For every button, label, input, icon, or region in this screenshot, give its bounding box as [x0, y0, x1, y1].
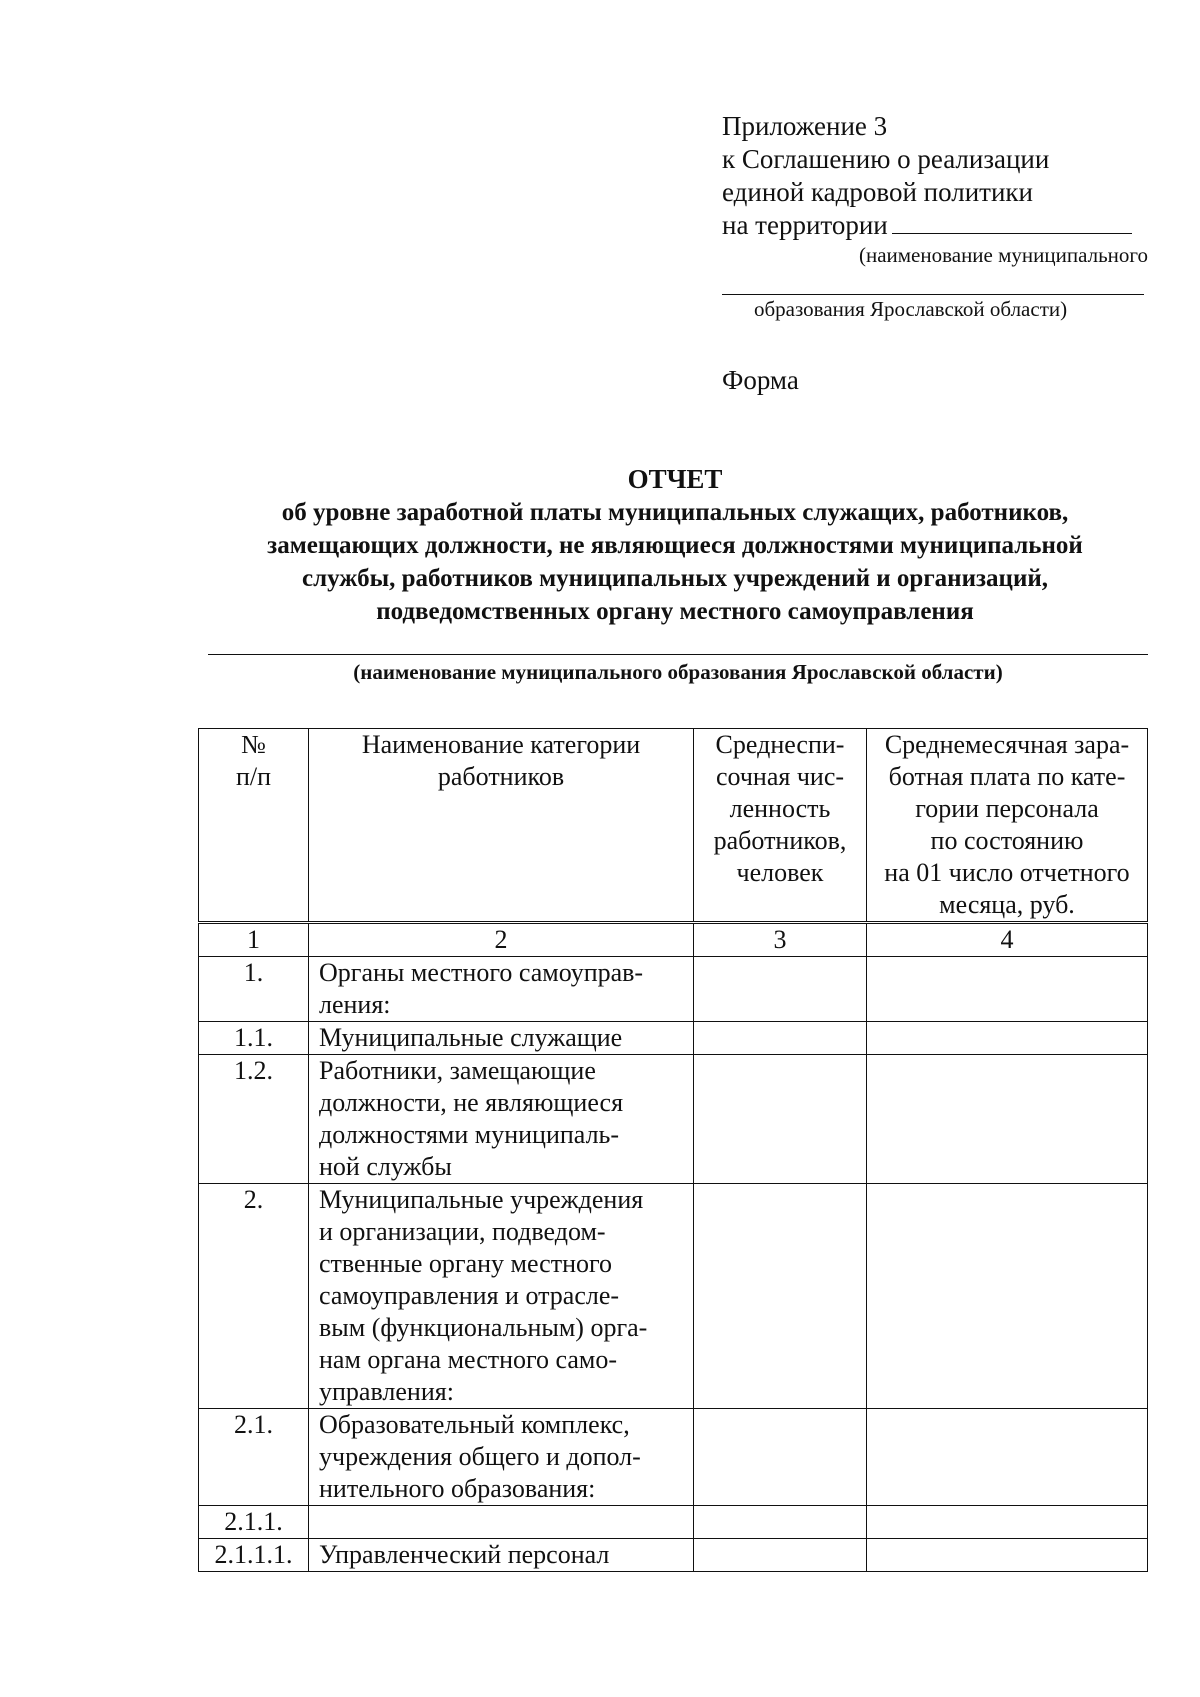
municipality-name-field[interactable]: [208, 654, 1148, 655]
table-row: [199, 1506, 1148, 1539]
header-number: № п/п: [199, 729, 309, 923]
salary-cell[interactable]: [867, 1184, 1148, 1409]
row-category-name: Управленческий персонал: [309, 1539, 694, 1572]
appendix-line-4: [722, 209, 1172, 242]
header-average-salary: Среднемесячная зара- ботная плата по кате- гории персонала по состоянию на 01 число отчетного месяца, руб.: [867, 729, 1148, 923]
salary-cell[interactable]: [867, 1022, 1148, 1055]
headcount-cell[interactable]: [694, 1022, 867, 1055]
column-number-row: [199, 923, 1148, 957]
row-category-name: Муниципальные учреждения и организации, подведом- ственные органу местного самоуправления и отрасле- вым (функциональным) орга- нам органа местного само- управления:: [309, 1184, 694, 1409]
row-category-name: Органы местного самоуправ- ления:: [309, 957, 694, 1022]
row-number: 1.1.: [199, 1022, 309, 1055]
table-row: [199, 1539, 1148, 1572]
headcount-cell[interactable]: [694, 1184, 867, 1409]
row-category-name: Работники, замещающие должности, не являющиеся должностями муниципаль- ной службы: [309, 1055, 694, 1184]
table-header-row: [199, 729, 1148, 923]
territory-blank-field[interactable]: [892, 211, 1132, 234]
salary-cell[interactable]: [867, 957, 1148, 1022]
table-row: [199, 957, 1148, 1022]
column-number: 2: [309, 923, 694, 957]
row-number: 2.1.1.1.: [199, 1539, 309, 1572]
appendix-line-3: единой кадровой политики: [722, 177, 1033, 207]
appendix-territory-label: на территории: [722, 210, 888, 240]
row-category-name[interactable]: [309, 1506, 694, 1539]
salary-cell[interactable]: [867, 1055, 1148, 1184]
report-subtitle-1: об уровне заработной платы муниципальных служащих, работников,: [281, 499, 1069, 526]
row-number: 2.1.: [199, 1409, 309, 1506]
column-number: 1: [199, 923, 309, 957]
row-category-name: Образовательный комплекс, учреждения общего и допол- нительного образования:: [309, 1409, 694, 1506]
row-category-name: Муниципальные служащие: [309, 1022, 694, 1055]
report-subtitle-2: замещающих должности, не являющиеся должностями муниципальной: [267, 532, 1083, 559]
headcount-cell[interactable]: [694, 957, 867, 1022]
report-title: ОТЧЕТ: [627, 464, 723, 494]
table-row: [199, 1409, 1148, 1506]
appendix-block: [722, 110, 1172, 323]
report-subtitle-3: службы, работников муниципальных учреждений и организаций,: [302, 565, 1048, 592]
column-number: 4: [867, 923, 1148, 957]
table-row: [199, 1184, 1148, 1409]
headcount-cell[interactable]: [694, 1409, 867, 1506]
report-table: [198, 728, 1148, 1572]
report-subtitle-4: подведомственных органу местного самоуправления: [376, 598, 974, 625]
column-number: 3: [694, 923, 867, 957]
header-average-headcount: Среднеспи- сочная чис- ленность работников, человек: [694, 729, 867, 923]
table-row: [199, 1022, 1148, 1055]
appendix-line-2: к Соглашению о реализации: [722, 144, 1050, 174]
form-label: Форма: [722, 365, 799, 395]
salary-cell[interactable]: [867, 1409, 1148, 1506]
row-number: 1.: [199, 957, 309, 1022]
report-title-block: [190, 462, 1160, 628]
headcount-cell[interactable]: [694, 1055, 867, 1184]
row-number: 2.: [199, 1184, 309, 1409]
appendix-title: Приложение 3: [722, 111, 888, 141]
table-row: [199, 1055, 1148, 1184]
header-category-name: Наименование категории работников: [309, 729, 694, 923]
headcount-cell[interactable]: [694, 1539, 867, 1572]
salary-cell[interactable]: [867, 1539, 1148, 1572]
salary-cell[interactable]: [867, 1506, 1148, 1539]
appendix-caption-2: образования Ярославской области): [754, 297, 1068, 321]
row-number: 2.1.1.: [199, 1506, 309, 1539]
appendix-caption-1: (наименование муниципального: [858, 243, 1148, 267]
headcount-cell[interactable]: [694, 1506, 867, 1539]
municipality-name-caption: (наименование муниципального образования Ярославской области): [353, 660, 1003, 684]
row-number: 1.2.: [199, 1055, 309, 1184]
